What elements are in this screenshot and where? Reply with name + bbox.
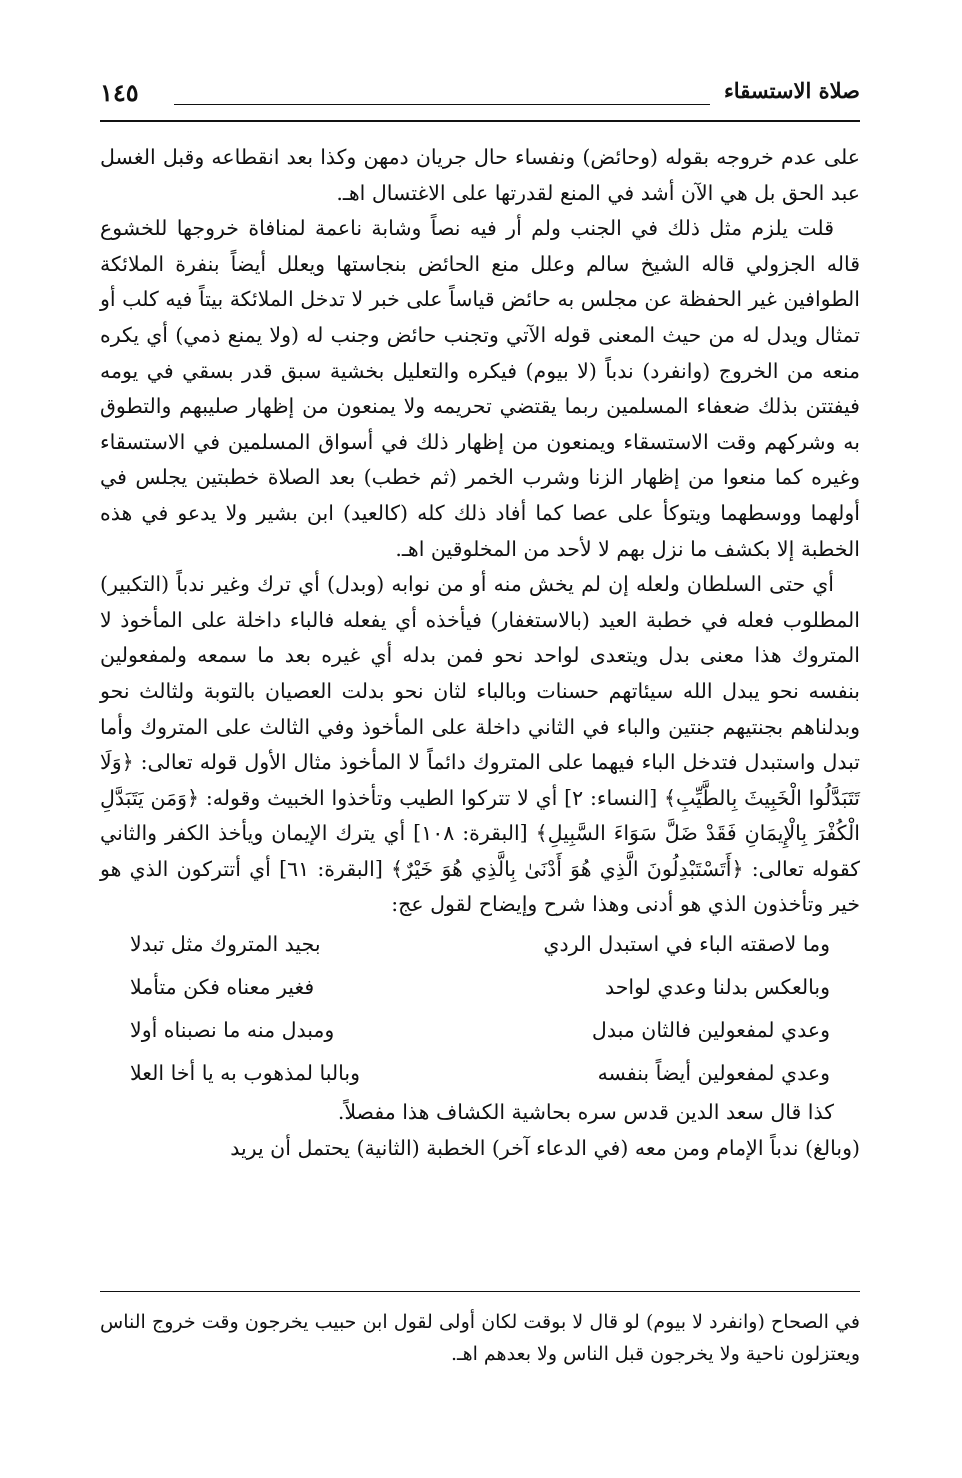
- paragraph-4: كذا قال سعد الدين قدس سره بحاشية الكشاف هذا مفصلاً.: [337, 1100, 834, 1125]
- poem-line: [130, 966, 830, 1009]
- hemistich-second: ومبدل منه ما نصبناه أولا: [130, 1018, 335, 1043]
- hemistich-first: وعدي لمفعولين فالثان مبدل: [591, 1018, 830, 1043]
- paragraph-5: (وبالغ) ندباً الإمام ومن معه (في الدعاء آخر) الخطبة (الثانية) يحتمل أن يريد: [230, 1135, 860, 1160]
- running-title: صلاة الاستسقاء: [723, 78, 860, 103]
- paragraph-3: أي حتى السلطان ولعله إن لم يخش منه أو من نوابه (وبدل) أي ترك وغير ندباً (التكبير) المطلوب فعله في خطبة العيد (بالاستغفار) فيأخذه أي يفعله فالباء داخلة على المأخوذ لا المتروك هذا معنى بدل ويتعدى لواحد نحو فمن بدله أي غيره بعد ما سمعه ولمفعولين بنفسه نحو يبدل الله سيئاتهم حسنات وبالباء لثان نحو بدلت العصيان بالتوبة ولثالث نحو وبدلناهم بجنتيهم جنتين والباء في الثاني داخلة على المأخوذ وفي الثالث على المتروك وأما تبدل واستبدل فتدخل الباء فيهما على المتروك دائماً لا المأخوذ مثال الأول قوله تعالى: ﴿وَلَا تَتَبَدَّلُوا الْخَبِيثَ بِالطَّيِّبِ﴾ [النساء: ٢] أي لا تتركوا الطيب وتأخذوا الخبيث وقوله: ﴿وَمَن يَتَبَدَّلِ الْكُفْرَ بِالْإِيمَانِ فَقَدْ ضَلَّ سَوَاءَ السَّبِيلِ﴾ [البقرة: ١٠٨] أي يترك الإيمان ويأخذ الكفر والثاني كقوله تعالى: ﴿أَتَسْتَبْدِلُونَ الَّذِي هُوَ أَدْنَىٰ بِالَّذِي هُوَ خَيْرٌ﴾ [البقرة: ٦١] أي أتتركون الذي هو خير وتأخذون الذي هو أدنى وهذا شرح وإيضاح لقول عج:: [100, 572, 860, 917]
- poem-line: [130, 923, 830, 966]
- poem-line: [130, 1052, 830, 1095]
- hemistich-second: فغير معناه فكن متأملا: [130, 975, 315, 1000]
- header-short-rule: [174, 104, 710, 105]
- header-rule: [100, 120, 860, 122]
- main-text: [100, 140, 860, 1166]
- paragraph-1: على عدم خروجه بقوله (وحائض) ونفساء حال جريان دمهن وكذا بعد انقطاعه وقبل الغسل عبد الحق بل هي الآن أشد في المنع لقدرتها على الاغتسال اهـ.: [100, 145, 860, 205]
- footnote-rule: [100, 1291, 860, 1292]
- hemistich-first: وما لاصقته الباء في استبدل الردي: [543, 932, 830, 957]
- page-header: [100, 78, 860, 112]
- hemistich-first: وبالعكس بدلنا وعدي لواحد: [604, 975, 830, 1000]
- paragraph-2: قلت يلزم مثل ذلك في الجنب ولم أر فيه نصاً وشابة ناعمة لمنافاة خروجها للخشوع قاله الجزولي قاله الشيخ سالم وعلل منع الحائض بنجاستها ويعلل أيضاً بنفرة الملائكة الطوافين غير الحفظة عن مجلس به حائض قياساً على خبر لا تدخل الملائكة بيتاً فيه كلب أو تمثال ويدل له من حيث المعنى قوله الآتي وتجنب حائض وجنب له (ولا يمنع ذمي) أي يكره منعه من الخروج (وانفرد) ندباً (لا بيوم) فيكره والتعليل بخشية سبق قدر بسقي في يومه فيفتتن بذلك ضعفاء المسلمين ربما يقتضي تحريمه ولا يمنعون من إظهار صليبهم والتطوق به وشركهم وقت الاستسقاء ويمنعون من إظهار ذلك في أسواق المسلمين في الاستسقاء وغيره كما منعوا من إظهار الزنا وشرب الخمر (ثم خطب) بعد الصلاة خطبتين يجلس في أولهما ووسطهما ويتوكأ على عصا كما أفاد ذلك كله (كالعيد) ابن بشير ولا يدعو في هذه الخطبة إلا بكشف ما نزل بهم لا لأحد من المخلوقين اهـ.: [100, 216, 860, 561]
- poem-line: [130, 1009, 830, 1052]
- hemistich-second: وبالبا لمذهوب به يا أخا العلا: [130, 1061, 360, 1086]
- hemistich-second: بجيد المتروك مثل تبدلا: [130, 932, 321, 957]
- page-number: ١٤٥: [100, 78, 139, 107]
- footnote-text: في الصحاح (وانفرد لا بيوم) لو قال لا بوقت لكان أولى لقول ابن حبيب يخرجون وقت خروج الناس ويعتزلون ناحية ولا يخرجون قبل الناس ولا بعدهم اهـ.: [100, 1311, 860, 1365]
- hemistich-first: وعدي لمفعولين أيضاً بنفسه: [597, 1061, 830, 1086]
- footnote: [100, 1306, 860, 1370]
